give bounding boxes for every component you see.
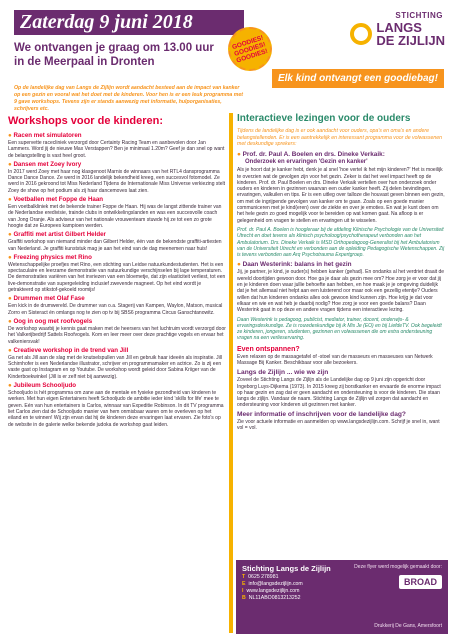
lectures-column xyxy=(237,113,445,431)
workshop-title: ● Voetballen met Foppe de Haan xyxy=(8,196,226,204)
logo-ring-icon xyxy=(350,23,372,45)
about-body: Zoveel de Stichting Langs de Zijlijn als de Landelijke dag op 9 juni zijn opgericht door Ingeborg Luys-Dijkema (1973). In 2015 kreeg zij borstkanker en ervaarde de enorme impact op haar gezin en zag dat er geen aandacht en ondersteuning is voor de kinderen. Die staan langs de zijlijn. Vandaar de naam. Stichting Langs de Zijlijn wil zorgen dat aandacht en ondersteuning voor kinderen uit gezinnen met kanker. xyxy=(237,377,441,409)
workshop-item xyxy=(8,231,226,252)
logo-de-zijlijn: DE ZIJLIJN xyxy=(376,33,445,48)
more-info-heading: Meer informatie of inschrijven voor de landelijke dag? xyxy=(237,410,406,418)
workshop-body: Wetenschappelijke proefjes met Rino, een stichting van Leidse natuurkundestudenten. Het is een spectaculaire en leerzame demonstratie van natuurkundige verschijnselen bij lage temperaturen. De demonstraties variëren van het invriezen van een bloemetje, dat zijn elasticiteit verliest, tot een live-demonstratie van supergeleiding inclusief zwevende magneet. Op het eind wordt je getrakteerd op stikstof-gekoeld roomijs! xyxy=(8,261,226,294)
workshop-item xyxy=(8,318,226,345)
speaker-boelen-verkaik: ● Prof. dr. Paul A. Boelen en drs. Dineke Verkaik: xyxy=(237,151,445,159)
workshop-title: ● Graffiti met artist Gilbert Helder xyxy=(8,231,226,239)
event-date-title: Zaterdag 9 juni 2018 xyxy=(14,10,244,35)
workshop-body: Een supervette racecliniek verzorgd door Certainty Racing Team en aanbevolen door Jan Lammers. Word jij de nieuwe Max Verstappen? Ben je minimaal 1.20m? Geef je dan snel op want de belangstelling is vast heel groot. xyxy=(8,140,225,159)
printer-credit: Drukkerij De Gans, Amersfoort xyxy=(374,623,442,629)
talk-1-body: Als je hoort dat je kanker hebt, denk je al snel 'hoe vertel ik het mijn kinderen?' Het is moeilijk te overzien wat de gevolgen zijn voor het gezin. Zeker is dat het veel impact heeft op de kinderen. Prof. dr. Paul Boelen en drs. Dineke Verkaik vertellen over hun onderzoek onder ouders en kinderen in gezinnen waarvan een ouder kanker heeft. Zij delen bevindingen, ervaringen, valkuilen en tips. Er is een uitleg over talloze die houvast geven binnen een gezin, om met de ingrijpende gevolgen van kanker om te gaan. Zoals op een goede manier communiceren met je kind(eren) over de ziekte en over je emoties. En wat je kunt doen om het hele gezin zo goed mogelijk voor te bereiden op wat komen gaat. Na afloop is er gelegenheid om vragen te stellen en ervaringen uit te wisselen. xyxy=(237,167,445,224)
workshop-item xyxy=(8,132,226,159)
footer-org-name: Stichting Langs de Zijlijn xyxy=(242,564,331,573)
goodiebag-slogan: Elk kind ontvangt een goodiebag! xyxy=(272,69,444,88)
event-subtitle xyxy=(14,41,239,69)
workshop-body: Ga net als Jill aan de slag met de knutselspullen van Jill en gebruik haar ideeën als inspiratie. Jill Schirnhofer is een Nederlandse illustrator, schrijver en programmamaker en actrice. Zo is zij een vaste gast op Instagram en op Youtube. De workshop wordt geleid door Sabina Kriiger van de Kinderboekwinkel (Jill is er zelf niet bij aanwezig). xyxy=(8,354,223,380)
lectures-intro: Tijdens de landelijke dag is er ook aandacht voor ouders, opa's en oma's en andere belangstellenden. Er is een aantrekkelijk en interessant programma voor de volwassenen met deskundige sprekers: xyxy=(237,128,443,148)
column-divider xyxy=(229,113,233,633)
logo-langs: LANGS xyxy=(376,20,422,35)
workshop-title: ● Drummen met Olaf Fase xyxy=(8,295,226,303)
speaker-2-bio: Daan Westerink is pedagoog, publicist, mediator, trainer, docent, onderwijs- & ervaringsdeskundige. Ze is rouwdeskundige bij ik Mis Je (EO) en bij LiefdeTV. Ook begeleidt ze kinderen, jongeren, studenten, gezinnen en volwassenen die om extra ondersteuning vragen na een verlieservaring. xyxy=(237,316,442,342)
sponsor-block xyxy=(352,564,442,590)
workshop-title: ● Oog in oog met roofvogels xyxy=(8,318,226,326)
workshop-title: ● Racen met simulatoren xyxy=(8,132,226,140)
workshop-title: ● Jubileum Schooljudo xyxy=(8,382,226,390)
logo-stichting: STICHTING xyxy=(395,11,443,20)
workshop-title: ● Freezing physics met Rino xyxy=(8,254,226,262)
workshop-item xyxy=(8,196,226,229)
subtitle-line-2: in de Meerpaal in Dronten xyxy=(14,56,155,68)
workshop-body: In 2017 werd Zoey met haar nog klasgenoot Marnix de winnaars van het RTL4 dansprogramma Dance Dance Dance. Ze werd in 2016 landelijk bekendheid kreeg, een succesvol fotomodel. Ze werd in 2016 gekroond tot Miss Nederland Tijdens de Internationale Miss Universe verkiezing stelt Zoey de show op het podium als zij haar dancemoves laat zien. xyxy=(8,168,226,194)
talk-2-body: Jij, je partner, je kind, je ouder(s) hebben kanker (gehad). En ondanks al het verdriet draait de wereld doortijden gewoon door. Hoe ga je daar als gezin mee om? Hoe zorg je er voor dat jij en je kinderen doen waar jullie behoefte aan hebben, en hoe maak je je omgeving duidelijk dat je het allemaal niet helpt aan een luisterend oor maar ook een gezellig etentje? Ouders willen dat hun kinderen ondanks alles ook gewoon kind kunnen zijn. Hoe krijg je dat voor elkaar en wie en wat heb je daarbij nodig? Hoe zorg je voor een goede balans? Daan Westerink gaat in op deze en andere vragen tijdens een interactieve lezing. xyxy=(237,269,445,314)
workshop-item xyxy=(8,295,226,316)
workshop-item xyxy=(8,382,226,428)
relax-body: Even relaxen op de massagetafel of -stoel van de masseurs en masseuses van Netwerk Massage Bij Kanker. Beschikbaar voor alle bezoekers. xyxy=(237,353,433,366)
workshop-title: ● Creatieve workshop in de trend van Jill xyxy=(8,347,226,355)
goodies-badge-text: GOODIES! GOODIES! GOODIES! xyxy=(231,33,269,65)
broad-logo: BROAD xyxy=(399,575,442,589)
workshop-item xyxy=(8,161,226,194)
talk-title-gezin-en-kanker: Onderzoek en ervaringen 'Gezin en kanker' xyxy=(245,158,368,165)
more-info-body: Zie voor actuele informatie en aanmelden op www.langsdezijlijn.com. Schrijf je snel in, want vol = vol. xyxy=(237,418,440,432)
footer-website[interactable]: I www.langsdezijlijn.com xyxy=(242,588,300,594)
speaker-westerink: ● Daan Westerink: balans in het gezin xyxy=(237,261,445,269)
workshop-body: De workshop waarbij je kennis gaat maken met de heersers van het luchtruim wordt verzorgd door het Valkerijbedrijf Sattels Roofvogels. Kom en leer meer over deze prachtige vogels en ervaar het valkeniersvak! xyxy=(8,325,226,345)
footer-bank: B NL11ABO0813213252 xyxy=(242,595,301,601)
workshop-body: Graffiti workshop van niemand minder dan Gilbert Helder, één van de bekendste graffiti-artiesten van Nederland. Je graffiti kunststuk mag je aan het eind van de dag meenemen naar huis! xyxy=(8,239,222,252)
footer-phone: T 0625 278981 xyxy=(242,574,279,580)
goodies-badge xyxy=(228,27,272,71)
lectures-heading: Interactieve lezingen voor de ouders xyxy=(237,113,411,124)
about-heading: Langs de Zijlijn ... wie we zijn xyxy=(237,369,329,377)
footer-email[interactable]: E info@langsdezijlijn.com xyxy=(242,581,303,587)
intro-paragraph: Op de landelijke dag van Langs de Zijlijn wordt aandacht besteed aan de impact van kanker op een gezin en vooral wat het doet met de kinderen. Voor hen is er een leuk programma met 9 gave workshops. Tevens zijn er stands aanwezig met informatie, hulporganisaties, schrijvers etc. xyxy=(14,85,243,112)
workshops-heading: Workshops voor de kinderen: xyxy=(8,115,164,127)
workshop-body: Een kick in de drumwereld. De drummer van o.a. Stagerij van Kampen, Waylon, Matson, musical Zorro en Sisteract én omlangs nog te zien op tv bij SBS6 programma Circus Ganschtanowitz. xyxy=(8,303,223,316)
langs-de-zijlijn-logo xyxy=(325,11,445,61)
workshop-body: Een voetbalkliniek met de bekende trainer Foppe de Haan. Hij was de langst zittende trainer van de Nederlandse eredivisie, trainde clubs in ontwikkelingslanden en was een succesvolle coach van Jong Oranje. Als adviseur van het nationale vrouwenteam stuwde hij ze tot een zo grote hoogte dat ze Europees kampioen werden. xyxy=(8,204,222,229)
workshop-item xyxy=(8,254,226,293)
subtitle-line-1: We ontvangen je graag om 13.00 uur xyxy=(14,42,214,54)
speaker-1-bio: Prof. dr. Paul A. Boelen is hoogleraar bij de afdeling Klinische Psychologie van de Universiteit Utrecht en doet tevens als klinisch psycholoog/psychotherapeut verbonden aan het Ambulatorium. Drs. Dineke Verkaik is MSD Orthopedagoog-Generalist bij het Ambulatorium van de Universiteit Utrecht en verbonden aan de opleiding Pedagogische Wetenschappen. Zij is tevens verbonden aan Arq Psychotrauma Expertgroep. xyxy=(237,226,445,259)
contact-footer xyxy=(236,560,448,634)
workshop-item xyxy=(8,347,226,380)
workshop-title: ● Dansen met Zoey Ivory xyxy=(8,161,226,169)
relax-heading: Even ontspannen? xyxy=(237,345,300,353)
workshops-column xyxy=(8,115,226,430)
sponsor-note: Deze flyer werd mogelijk gemaakt door: xyxy=(354,564,442,570)
workshop-body: Schooljudo is hét programma om zane aan de mentale en fysieke gezondheid van kinderen te werken. Met hun eigen Entertainers heeft Schooljudo de ambitie ieder kind 'skills for life' mee te geven. Eén van hun entertainers is Carlos, winnaar van Expeditie Robinson. In dit TV programma liet Carlos zien dat de Schooljudo manier van hem onmisbaar waren om te overleven op het eiland en te winnen! Wij zijn ervan dat hij de kinderen deze ervaringen laat ervaren. Zie foto's op de website in de galerie welke bekende judoka de workshop gaat leiden. xyxy=(8,390,224,428)
